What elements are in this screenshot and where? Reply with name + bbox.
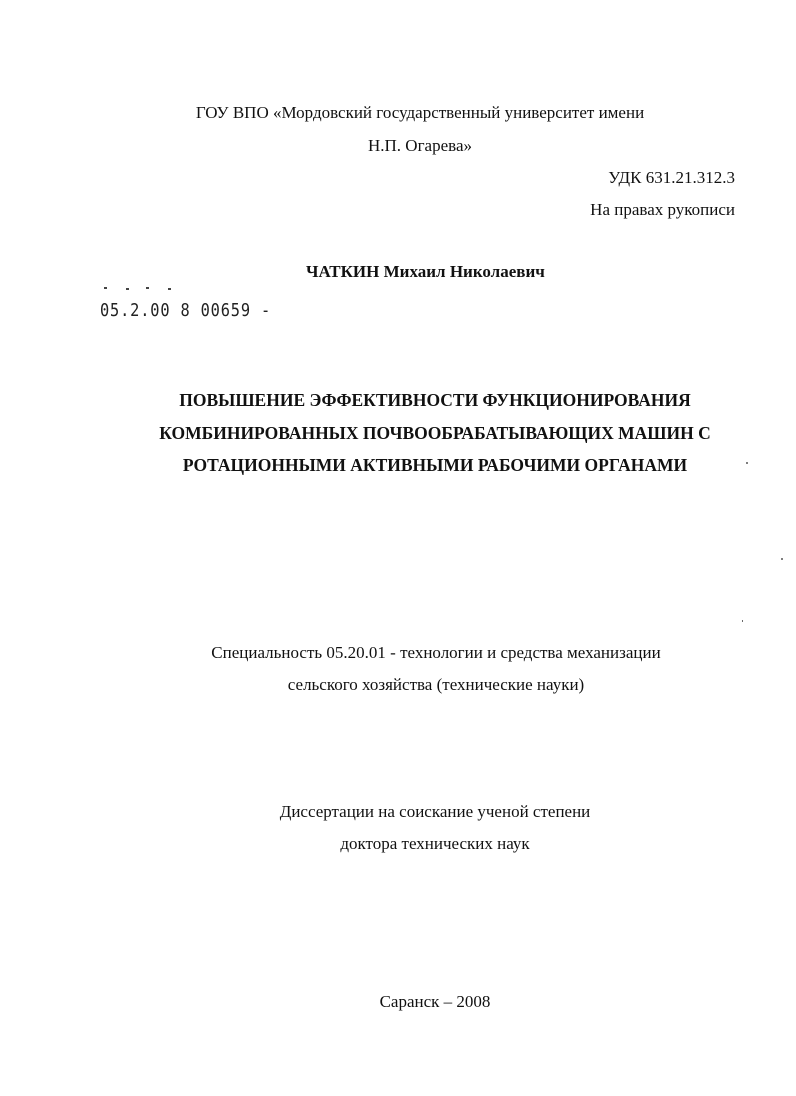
- institution-line-2: Н.П. Огарева»: [368, 136, 472, 155]
- title-line-2: КОМБИНИРОВАННЫХ ПОЧВООБРАБАТЫВАЮЩИХ МАШИН С: [159, 423, 711, 443]
- specialty-line-2: сельского хозяйства (технические науки): [287, 675, 585, 694]
- scan-speck: [746, 462, 748, 464]
- scan-speck: [742, 620, 743, 622]
- registration-stamp: 05.2.00 8 00659 -: [100, 300, 272, 321]
- degree-line-2: доктора технических наук: [340, 834, 530, 853]
- institution-line-1: ГОУ ВПО «Мордовский государственный университет имени: [195, 103, 645, 122]
- author-name: ЧАТКИН Михаил Николаевич: [306, 262, 545, 281]
- place-year: Саранск – 2008: [379, 992, 491, 1011]
- stamp-dots: [104, 285, 184, 291]
- manuscript-rights: На правах рукописи: [590, 200, 735, 219]
- udc-code: УДК 631.21.312.3: [608, 168, 735, 187]
- specialty-line-1: Специальность 05.20.01 - технологии и средства механизации: [211, 643, 661, 662]
- title-line-1: ПОВЫШЕНИЕ ЭФФЕКТИВНОСТИ ФУНКЦИОНИРОВАНИЯ: [179, 390, 691, 410]
- degree-line-1: Диссертации на соискание ученой степени: [279, 802, 591, 821]
- title-line-3: РОТАЦИОННЫМИ АКТИВНЫМИ РАБОЧИМИ ОРГАНАМИ: [182, 455, 688, 475]
- scan-speck: [781, 558, 783, 560]
